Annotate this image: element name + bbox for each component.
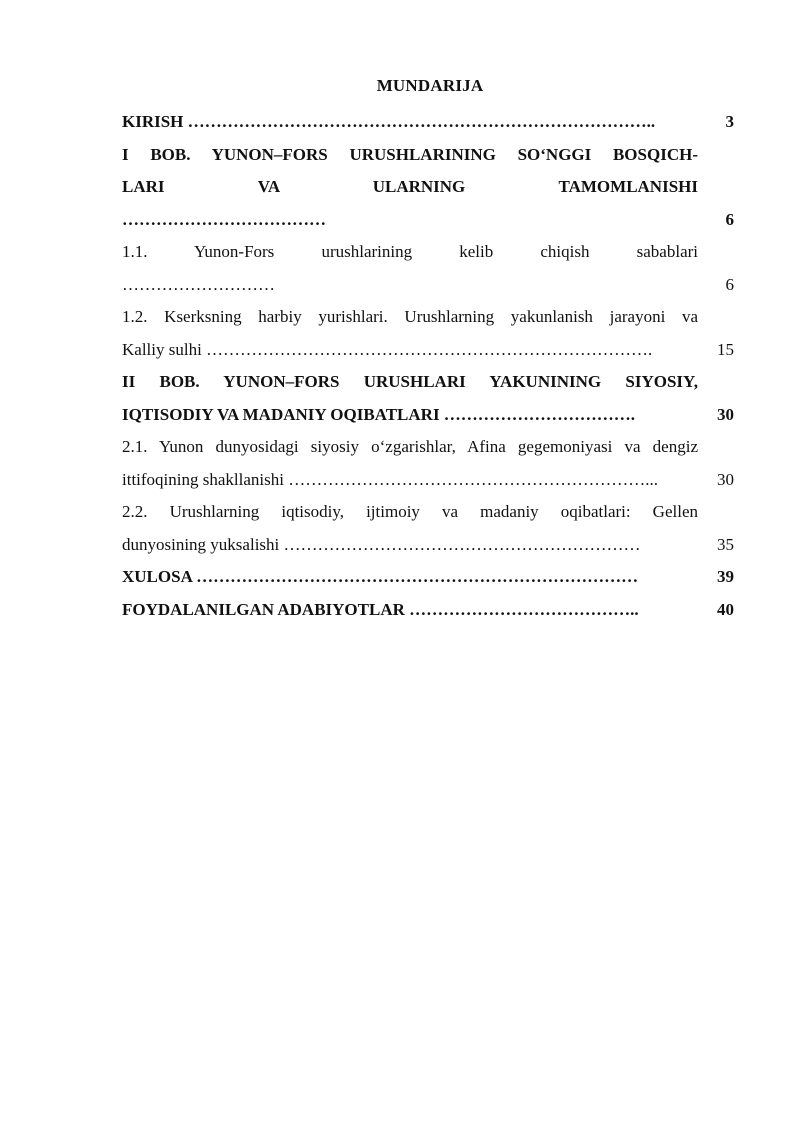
toc-entry-line: Kalliy sulhi ……………………………………………………………………. xyxy=(122,339,653,359)
page-title: MUNDARIJA xyxy=(376,76,484,95)
toc-entry-chapter-1[interactable] xyxy=(122,139,734,237)
toc-page-number: 35 xyxy=(717,534,734,554)
toc-entry-line: ittifoqining shakllanishi ………………………………………………………... xyxy=(122,469,658,489)
toc-entry-section-2-1[interactable] xyxy=(122,431,734,496)
table-of-contents xyxy=(122,106,734,626)
toc-entry-line: I BOB. YUNON–FORS URUSHLARINING SO‘NGGI BOSQICH- xyxy=(122,144,698,164)
toc-entry-kirish[interactable] xyxy=(122,106,734,139)
toc-entry-text xyxy=(122,431,698,496)
toc-page-number: 6 xyxy=(725,209,734,229)
toc-entry-section-1-1[interactable] xyxy=(122,236,734,301)
toc-entry-section-1-2[interactable] xyxy=(122,301,734,366)
toc-entry-line: KIRISH ……………………………………………………………………….. xyxy=(122,112,656,131)
toc-entry-line: ……………………… xyxy=(122,274,275,294)
toc-entry-line: LARI VA ULARNING TAMOMLANISHI xyxy=(122,177,698,196)
toc-entry-line: 1.2. Kserksning harbiy yurishlari. Urushlarning yakunlanish jarayoni va xyxy=(122,307,698,326)
toc-entry-line: IQTISODIY VA MADANIY OQIBATLARI ……………………………. xyxy=(122,404,636,424)
toc-entry-line: FOYDALANILGAN ADABIYOTLAR ………………………………….. xyxy=(122,599,639,619)
toc-entry-text xyxy=(122,139,698,237)
toc-entry-line: dunyosining yuksalishi ……………………………………………………… xyxy=(122,534,641,554)
toc-entry-line: 1.1. Yunon-Fors urushlarining kelib chiqish sabablari xyxy=(122,242,698,261)
toc-page-number: 30 xyxy=(717,404,734,424)
toc-entry-section-2-2[interactable] xyxy=(122,496,734,561)
toc-entry-line: ……………………………… xyxy=(122,209,326,229)
toc-entry-line: 2.2. Urushlarning iqtisodiy, ijtimoiy va madaniy oqibatlari: Gellen xyxy=(122,502,698,521)
toc-entry-line: II BOB. YUNON–FORS URUSHLARI YAKUNINING SIYOSIY, xyxy=(122,372,698,391)
toc-page-number: 39 xyxy=(717,567,734,586)
toc-entry-line: XULOSA …………………………………………………………………… xyxy=(122,567,639,586)
toc-page-number: 15 xyxy=(717,339,734,359)
toc-entry-xulosa[interactable] xyxy=(122,561,734,594)
toc-entry-text xyxy=(122,366,698,431)
toc-entry-text xyxy=(122,561,698,594)
toc-entry-text xyxy=(122,594,698,627)
toc-entry-text xyxy=(122,236,698,301)
toc-page-number: 3 xyxy=(725,112,734,131)
toc-entry-text xyxy=(122,106,698,139)
toc-entry-line: 2.1. Yunon dunyosidagi siyosiy o‘zgarishlar, Afina gegemoniyasi va dengiz xyxy=(122,437,698,456)
toc-entry-text xyxy=(122,301,698,366)
toc-page-number: 30 xyxy=(717,469,734,489)
toc-entry-bibliography[interactable] xyxy=(122,594,734,627)
toc-page-number: 40 xyxy=(717,599,734,619)
toc-entry-text xyxy=(122,496,698,561)
toc-entry-chapter-2[interactable] xyxy=(122,366,734,431)
toc-page-number: 6 xyxy=(725,274,734,294)
